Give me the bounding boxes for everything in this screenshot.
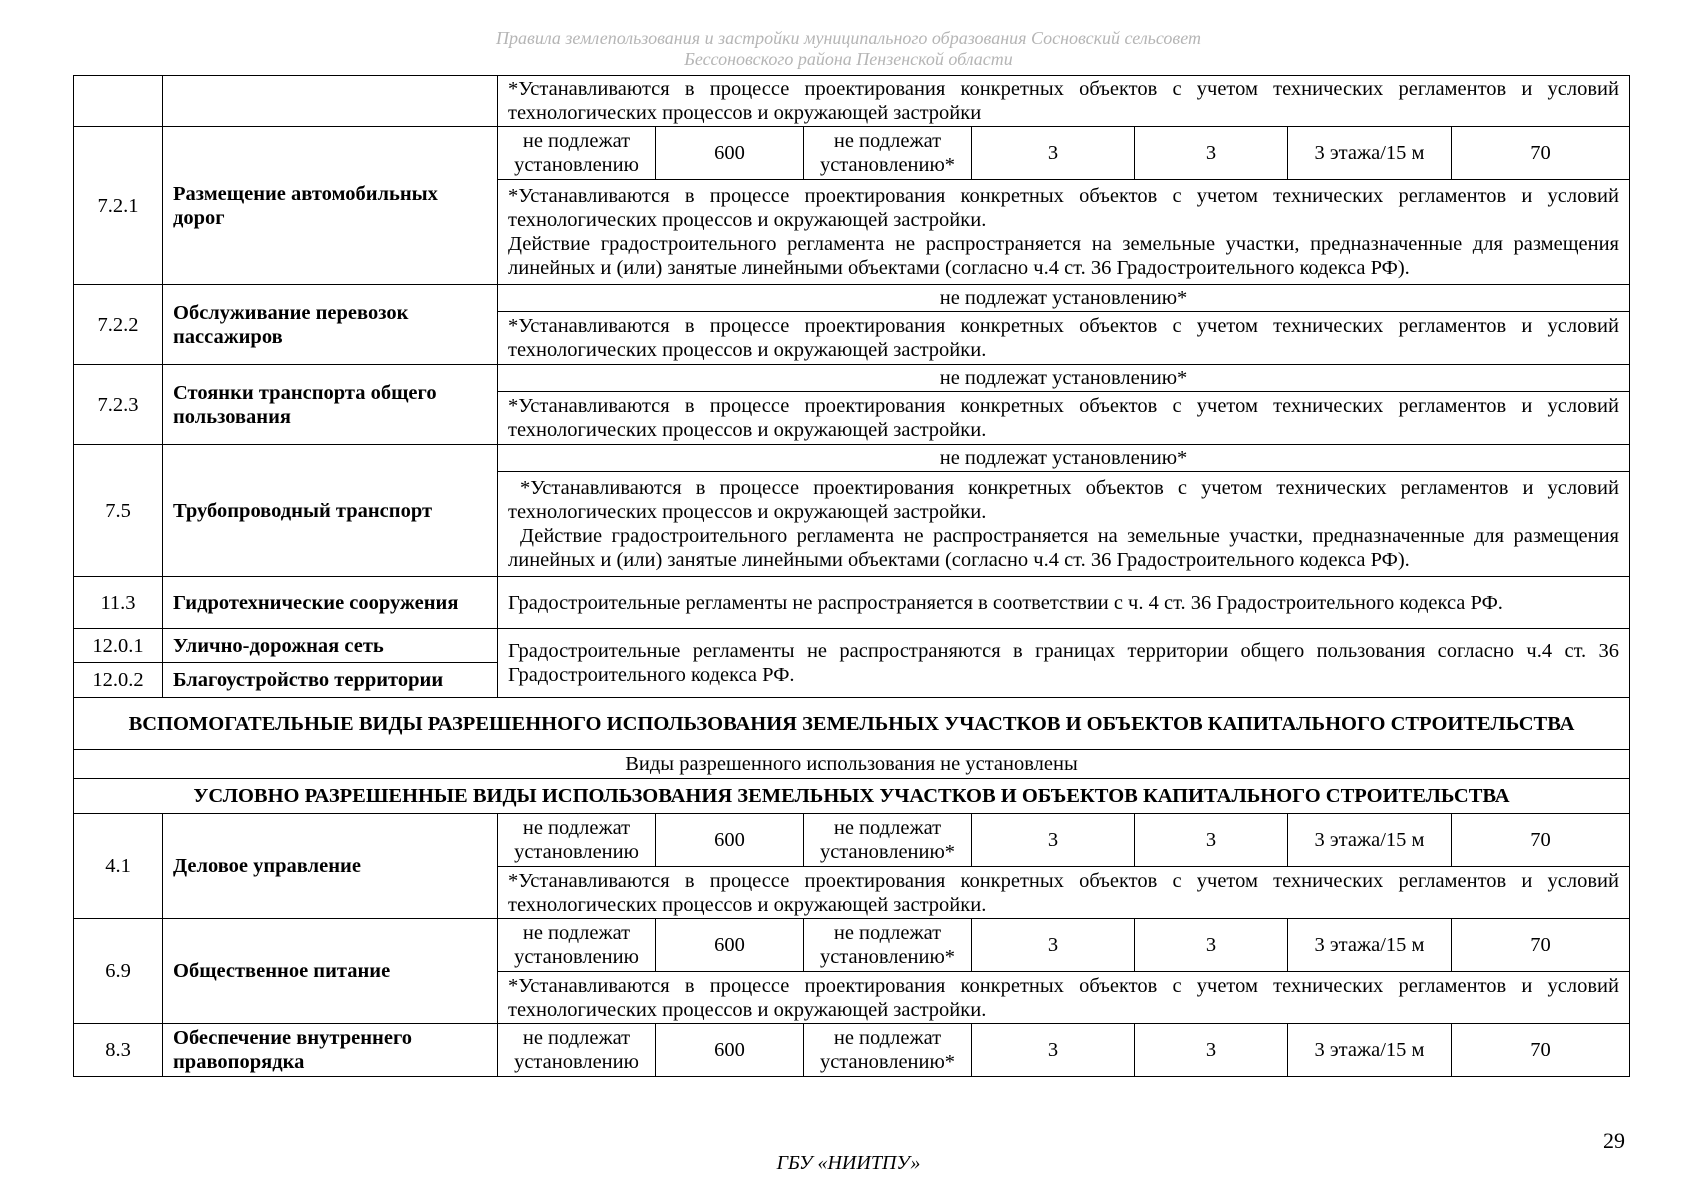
code-cell: 7.2.1: [74, 127, 163, 285]
param-cell: не подлежат установлению*: [804, 1024, 972, 1077]
note-cell: Градостроительные регламенты не распространяется в соответствии с ч. 4 ст. 36 Градостроительного кодекса РФ.: [498, 577, 1630, 629]
param-cell: не подлежат установлению: [498, 919, 656, 972]
name-cell: Обеспечение внутреннего правопорядка: [163, 1024, 498, 1077]
section-row: [74, 698, 1630, 750]
param-cell: 3: [1135, 814, 1288, 867]
param-cell: 3 этажа/15 м: [1288, 919, 1452, 972]
param-cell: не подлежат установлению*: [804, 127, 972, 180]
code-cell: 4.1: [74, 814, 163, 919]
param-cell: 3: [1135, 1024, 1288, 1077]
page-number: 29: [1603, 1128, 1625, 1153]
param-cell: 3 этажа/15 м: [1288, 127, 1452, 180]
param-cell: 3: [972, 127, 1135, 180]
linear-note-text: Действие градостроительного регламента не распространяется на земельные участки, предназначенные для размещения линейных и (или) занятые линейными объектами (согласно ч.4 ст. 36 Градостроительного кодекса РФ).: [508, 233, 1619, 279]
param-cell: 70: [1452, 919, 1630, 972]
note-cell: [498, 472, 1630, 577]
param-cell: 600: [656, 127, 804, 180]
name-cell: [163, 76, 498, 127]
table-row: [74, 285, 1630, 312]
name-cell: Гидротехнические сооружения: [163, 577, 498, 629]
name-cell: Благоустройство территории: [163, 663, 498, 698]
param-cell: 70: [1452, 127, 1630, 180]
code-cell: 7.5: [74, 445, 163, 577]
note-cell: *Устанавливаются в процессе проектирования конкретных объектов с учетом технических регламентов и условий технологических процессов и окружающей застройки.: [498, 867, 1630, 919]
not-set-cell: не подлежат установлению*: [498, 285, 1630, 312]
table-row: [74, 76, 1630, 127]
note-cell: Градостроительные регламенты не распространяются в границах территории общего пользования согласно ч.4 ст. 36 Градостроительного кодекса РФ.: [498, 629, 1630, 698]
param-cell: 70: [1452, 814, 1630, 867]
table-row: [74, 919, 1630, 972]
name-cell: Деловое управление: [163, 814, 498, 919]
name-cell: Размещение автомобильных дорог: [163, 127, 498, 285]
param-cell: не подлежат установлению: [498, 1024, 656, 1077]
code-cell: 8.3: [74, 1024, 163, 1077]
note-cell: *Устанавливаются в процессе проектирования конкретных объектов с учетом технических регламентов и условий технологических процессов и окружающей застройки.: [498, 972, 1630, 1024]
note-cell: *Устанавливаются в процессе проектирования конкретных объектов с учетом технических регламентов и условий технологических процессов и окружающей застройки.: [498, 312, 1630, 365]
param-cell: не подлежат установлению: [498, 814, 656, 867]
code-cell: 11.3: [74, 577, 163, 629]
param-cell: 70: [1452, 1024, 1630, 1077]
note-cell: [498, 180, 1630, 285]
table-row: [74, 577, 1630, 629]
document-header: [0, 28, 1697, 70]
table-row: [74, 365, 1630, 392]
param-cell: не подлежат установлению*: [804, 814, 972, 867]
param-cell: не подлежат установлению: [498, 127, 656, 180]
header-line-2: Бессоновского района Пензенской области: [684, 49, 1013, 69]
param-cell: 600: [656, 814, 804, 867]
note-cell: *Устанавливаются в процессе проектирования конкретных объектов с учетом технических регламентов и условий технологических процессов и окружающей застройки.: [498, 392, 1630, 445]
code-cell: 12.0.2: [74, 663, 163, 698]
section-heading: ВСПОМОГАТЕЛЬНЫЕ ВИДЫ РАЗРЕШЕННОГО ИСПОЛЬЗОВАНИЯ ЗЕМЕЛЬНЫХ УЧАСТКОВ И ОБЪЕКТОВ КАПИТАЛЬНОГО СТРОИТЕЛЬСТВА: [74, 698, 1630, 750]
code-cell: 7.2.2: [74, 285, 163, 365]
param-cell: 3: [972, 1024, 1135, 1077]
code-cell: 6.9: [74, 919, 163, 1024]
param-cell: 3: [972, 919, 1135, 972]
document-footer: ГБУ «НИИТПУ»: [776, 1152, 921, 1174]
name-cell: Стоянки транспорта общего пользования: [163, 365, 498, 445]
header-line-1: Правила землепользования и застройки муниципального образования Сосновский сельсовет: [496, 28, 1201, 48]
not-set-cell: не подлежат установлению*: [498, 445, 1630, 472]
name-cell: Улично-дорожная сеть: [163, 629, 498, 663]
linear-note-text: Действие градостроительного регламента не распространяется на земельные участки, предназначенные для размещения линейных и (или) занятые линейными объектами (согласно ч.4 ст. 36 Градостроительного кодекса РФ).: [508, 525, 1619, 571]
param-cell: не подлежат установлению*: [804, 919, 972, 972]
table-row: [74, 814, 1630, 867]
code-cell: 7.2.3: [74, 365, 163, 445]
table-row: [74, 127, 1630, 180]
section-heading: УСЛОВНО РАЗРЕШЕННЫЕ ВИДЫ ИСПОЛЬЗОВАНИЯ ЗЕМЕЛЬНЫХ УЧАСТКОВ И ОБЪЕКТОВ КАПИТАЛЬНОГО СТРОИТЕЛЬСТВА: [74, 779, 1630, 814]
param-cell: 3 этажа/15 м: [1288, 814, 1452, 867]
name-cell: Общественное питание: [163, 919, 498, 1024]
table-row: [74, 445, 1630, 472]
param-cell: 3: [1135, 919, 1288, 972]
param-cell: 3: [1135, 127, 1288, 180]
table-row: [74, 750, 1630, 779]
note-text: *Устанавливаются в процессе проектирования конкретных объектов с учетом технических регламентов и условий технологических процессов и окружающей застройки.: [508, 477, 1619, 523]
code-cell: [74, 76, 163, 127]
param-cell: 3 этажа/15 м: [1288, 1024, 1452, 1077]
not-set-cell: не подлежат установлению*: [498, 365, 1630, 392]
table-row: [74, 1024, 1630, 1077]
section-row: [74, 779, 1630, 814]
param-cell: 600: [656, 1024, 804, 1077]
note-text: *Устанавливаются в процессе проектирования конкретных объектов с учетом технических регламентов и условий технологических процессов и окружающей застройки.: [508, 185, 1619, 231]
regulations-table: [73, 75, 1630, 1077]
name-cell: Обслуживание перевозок пассажиров: [163, 285, 498, 365]
name-cell: Трубопроводный транспорт: [163, 445, 498, 577]
section-note: Виды разрешенного использования не установлены: [74, 750, 1630, 779]
param-cell: 3: [972, 814, 1135, 867]
table-row: [74, 629, 1630, 663]
param-cell: 600: [656, 919, 804, 972]
note-cell: *Устанавливаются в процессе проектирования конкретных объектов с учетом технических регламентов и условий технологических процессов и окружающей застройки: [498, 76, 1630, 127]
code-cell: 12.0.1: [74, 629, 163, 663]
